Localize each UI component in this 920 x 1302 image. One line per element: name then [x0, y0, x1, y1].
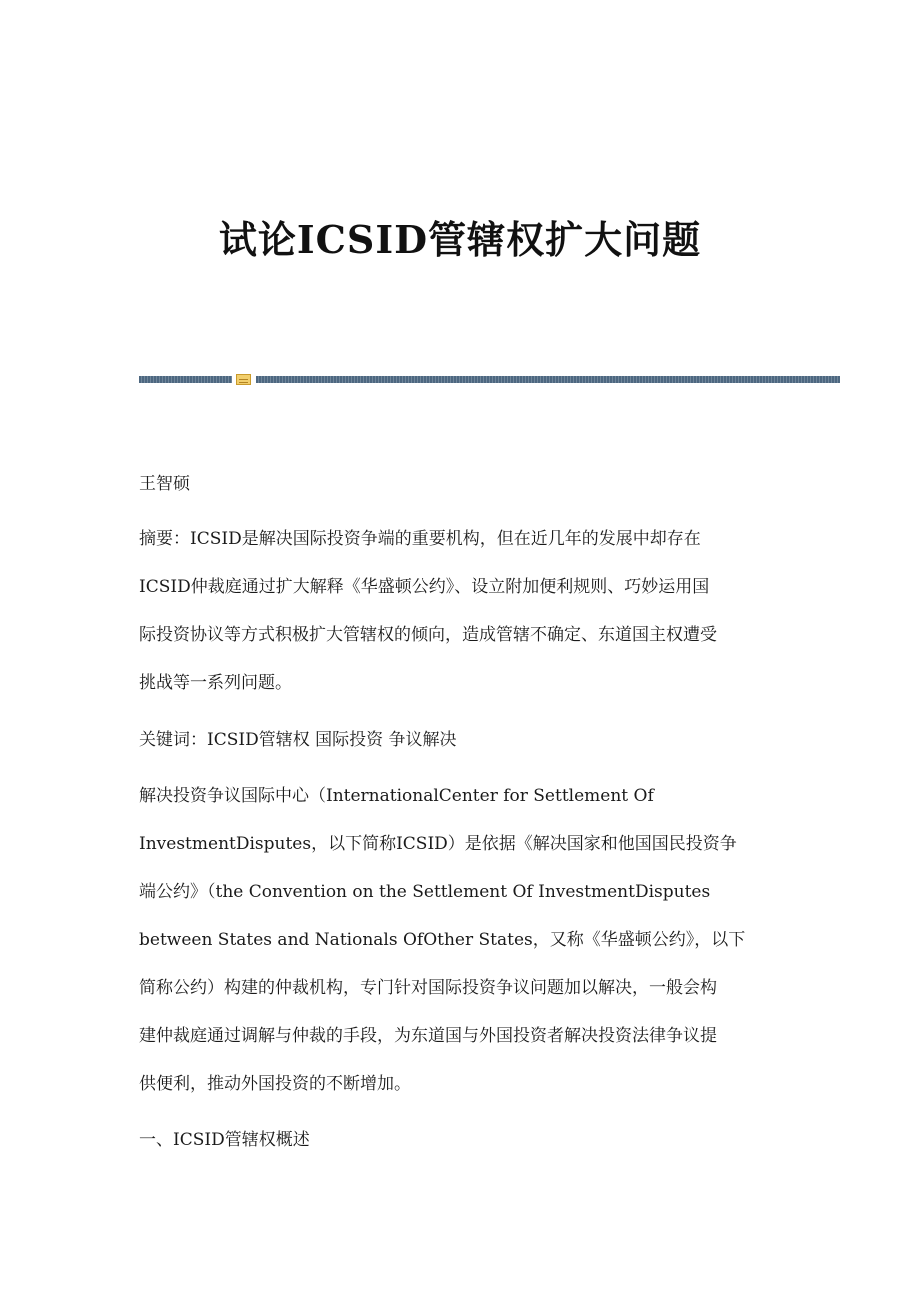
author-name: 王智硕	[139, 474, 190, 494]
divider-ornament-icon	[236, 374, 251, 385]
abstract-line: 际投资协议等方式积极扩大管辖权的倾向，造成管辖不确定、东道国主权遭受	[139, 625, 717, 645]
body-line: 端公约》（the Convention on the Settlement Of InvestmentDisputes	[139, 882, 711, 902]
abstract-line: 摘要：ICSID是解决国际投资争端的重要机构，但在近几年的发展中却存在	[139, 529, 701, 549]
keywords-line: 关键词：ICSID管辖权 国际投资 争议解决	[139, 730, 457, 750]
body-line: 供便利，推动外国投资的不断增加。	[139, 1074, 411, 1094]
section-heading: 一、ICSID管辖权概述	[139, 1130, 310, 1150]
document-title: 试论ICSID管辖权扩大问题	[218, 217, 702, 262]
divider-left-bar	[139, 376, 232, 383]
body-line: 解决投资争议国际中心（InternationalCenter for Settlement Of	[139, 786, 654, 806]
body-line: 建仲裁庭通过调解与仲裁的手段，为东道国与外国投资者解决投资法律争议提	[139, 1026, 717, 1046]
abstract-line: 挑战等一系列问题。	[139, 673, 292, 693]
divider-right-bar	[256, 376, 840, 383]
title-divider	[139, 374, 840, 384]
body-line: between States and Nationals OfOther States，又称《华盛顿公约》，以下	[139, 930, 746, 950]
abstract-line: ICSID仲裁庭通过扩大解释《华盛顿公约》、设立附加便利规则、巧妙运用国	[139, 577, 710, 597]
body-line: 简称公约）构建的仲裁机构，专门针对国际投资争议问题加以解决，一般会构	[139, 978, 717, 998]
body-line: InvestmentDisputes，以下简称ICSID）是依据《解决国家和他国国民投资争	[139, 834, 737, 854]
